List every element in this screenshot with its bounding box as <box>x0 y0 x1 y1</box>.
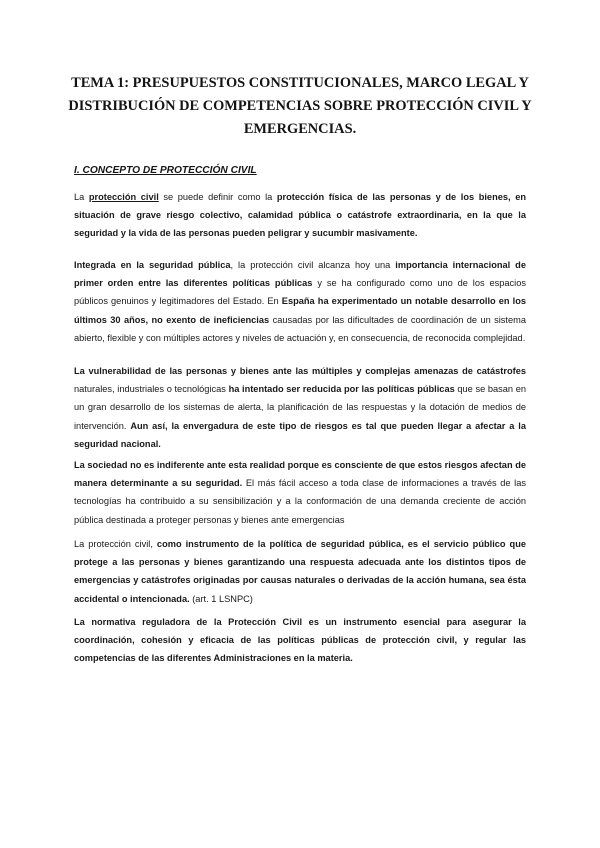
paragraph-seguridad-publica <box>74 256 526 347</box>
bold-span: La sociedad no es indiferente ante esta realidad porque es consciente de que estos riesgos afectan de manera determinante a su seguridad. <box>74 460 526 489</box>
paragraph-vulnerabilidad <box>74 362 526 453</box>
bold-span: , en situación de grave riesgo colectivo, calamidad pública o catástrofe extraordinaria, en la que la seguridad y la vida de las personas pueden peligrar y sucumbir masivamente. <box>74 192 526 239</box>
bold-span: protección física de las personas y de los bienes <box>276 192 509 202</box>
section-heading: I. CONCEPTO DE PROTECCIÓN CIVIL <box>74 165 257 176</box>
document-title: TEMA 1: PRESUPUESTOS CONSTITUCIONALES, MARCO LEGAL Y DISTRIBUCIÓN DE COMPETENCIAS SOBRE PROTECCIÓN CIVIL Y EMERGENCIAS. <box>68 75 532 137</box>
bold-span: importancia internacional de primer orden entre las diferentes políticas públicas <box>74 260 526 289</box>
text-span: naturales, industriales o tecnológicas <box>74 384 229 395</box>
paragraph-definition <box>74 188 526 243</box>
bold-span: España ha experimentado un notable desarrollo en los últimos 30 años, no exento de ineficiencias <box>74 296 527 325</box>
text-span: El más fácil acceso a toda clase de informaciones a través de las tecnologías ha contribuido a su sensibilización y a la conformación de una demanda creciente de acción pública destinada a proteger personas y bienes ante emergencias <box>74 478 527 525</box>
bold-span: como instrumento de la política de seguridad pública, es el servicio público que protege a las personas y bienes garantizando una respuesta adecuada ante los distintos tipos de emergencias y catástrofes originadas por causas naturales o derivadas de la acción humana, sea ésta accidental o intencionada. <box>74 539 527 604</box>
text-span: causadas por las dificultades de coordinación de un sistema abierto, flexible y con múltiples actores y niveles de actuación y, en consecuencia, de reconocida complejidad. <box>74 314 526 343</box>
text-span: se puede definir como la <box>158 192 277 202</box>
text-span: , la protección civil alcanza hoy una <box>230 260 396 270</box>
bold-span: La normativa reguladora de la Protección Civil es un instrumento esencial para asegurar la coordinación, cohesión y eficacia de las políticas públicas de protección civil, y regular las competencias de las diferentes Administraciones en la materia. <box>74 617 526 664</box>
bold-span: Aun así, la envergadura de este tipo de riesgos es tal que pueden llegar a afectar a la seguridad nacional. <box>74 420 526 449</box>
text-span: que se basan en un gran desarrollo de los sistemas de alerta, la planificación de las respuestas y la dotación de medios de intervención. <box>74 384 527 431</box>
text-span: y se ha configurado como uno de los espacios públicos genuinos y legitimadores del Estado. En <box>74 278 526 307</box>
bold-span: Integrada en la seguridad pública <box>74 260 231 270</box>
paragraph-instrumento <box>74 535 526 608</box>
bold-span: ha intentado ser reducida por las políticas públicas <box>228 384 455 395</box>
text-span: (art. 1 LSNPC) <box>189 593 253 604</box>
bold-span: La vulnerabilidad de las personas y bienes ante las múltiples y complejas amenazas de catástrofes <box>74 366 526 376</box>
paragraph-sociedad <box>74 456 526 529</box>
term-protección-civil: protección civil <box>88 192 159 202</box>
text-span: La <box>74 192 89 202</box>
text-span: La protección civil, <box>74 539 157 549</box>
paragraph-normativa <box>74 613 526 668</box>
